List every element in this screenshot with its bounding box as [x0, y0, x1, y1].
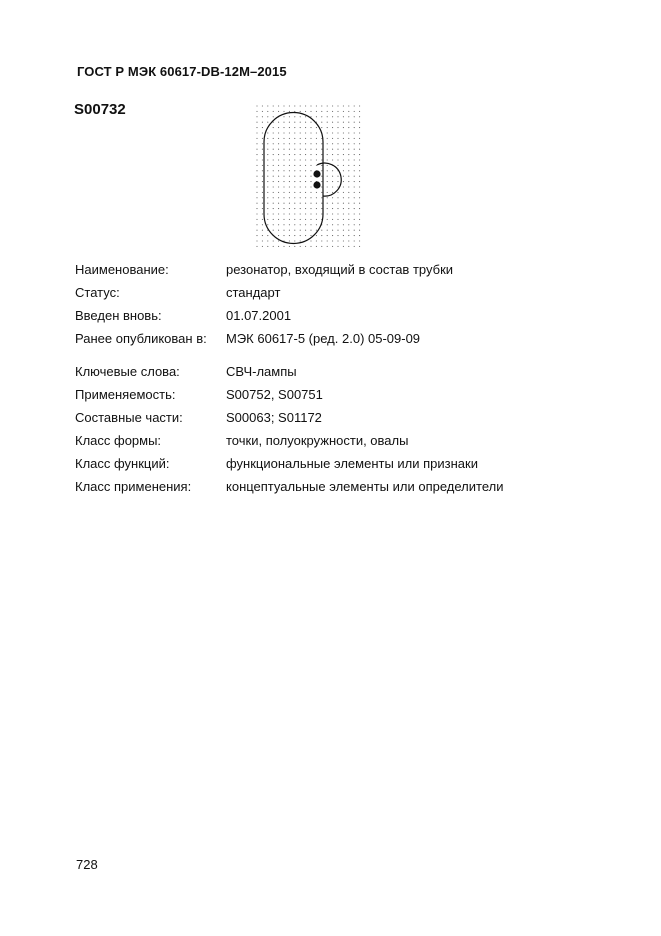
- properties-table: [75, 258, 595, 498]
- connection-dot-upper: [313, 170, 320, 177]
- property-value: S00752, S00751: [226, 387, 323, 402]
- property-label: Статус:: [75, 285, 120, 300]
- property-label: Класс формы:: [75, 433, 162, 448]
- resonator-semicircle: [317, 163, 341, 196]
- resonator-symbol-icon: [255, 104, 363, 252]
- property-row-keywords: [75, 360, 595, 383]
- property-label: Составные части:: [75, 410, 183, 425]
- property-label: Наименование:: [75, 262, 169, 277]
- property-value: концептуальные элементы или определители: [226, 479, 504, 494]
- property-value: S00063; S01172: [226, 410, 322, 425]
- property-value: точки, полуокружности, овалы: [226, 433, 409, 448]
- property-label: Применяемость:: [75, 387, 176, 402]
- tube-outline: [264, 113, 323, 244]
- property-row-name: [75, 258, 595, 281]
- property-row-function-class: [75, 452, 595, 475]
- property-label: Ранее опубликован в:: [75, 331, 207, 346]
- property-label: Класс функций:: [75, 456, 170, 471]
- property-value: резонатор, входящий в состав трубки: [226, 262, 454, 277]
- symbol-id: S00732: [74, 101, 126, 118]
- property-value: СВЧ-лампы: [226, 364, 297, 379]
- property-value: функциональные элементы или признаки: [226, 456, 478, 471]
- property-row-shape-class: [75, 429, 595, 452]
- document-header: ГОСТ Р МЭК 60617-DB-12M–2015: [77, 64, 287, 79]
- property-label: Введен вновь:: [75, 308, 162, 323]
- page-number: 728: [76, 857, 98, 872]
- symbol-grid: [256, 105, 360, 247]
- property-row-components: [75, 406, 595, 429]
- connection-dot-lower: [313, 181, 320, 188]
- property-row-status: [75, 281, 595, 304]
- property-row-applicability: [75, 383, 595, 406]
- property-value: 01.07.2001: [226, 308, 292, 323]
- property-row-introduced: [75, 304, 595, 327]
- property-value: МЭК 60617-5 (ред. 2.0) 05-09-09: [226, 331, 421, 346]
- property-label: Ключевые слова:: [75, 364, 180, 379]
- property-row-application-class: [75, 475, 595, 498]
- property-row-published: [75, 327, 595, 350]
- property-value: стандарт: [226, 285, 281, 300]
- property-label: Класс применения:: [75, 479, 192, 494]
